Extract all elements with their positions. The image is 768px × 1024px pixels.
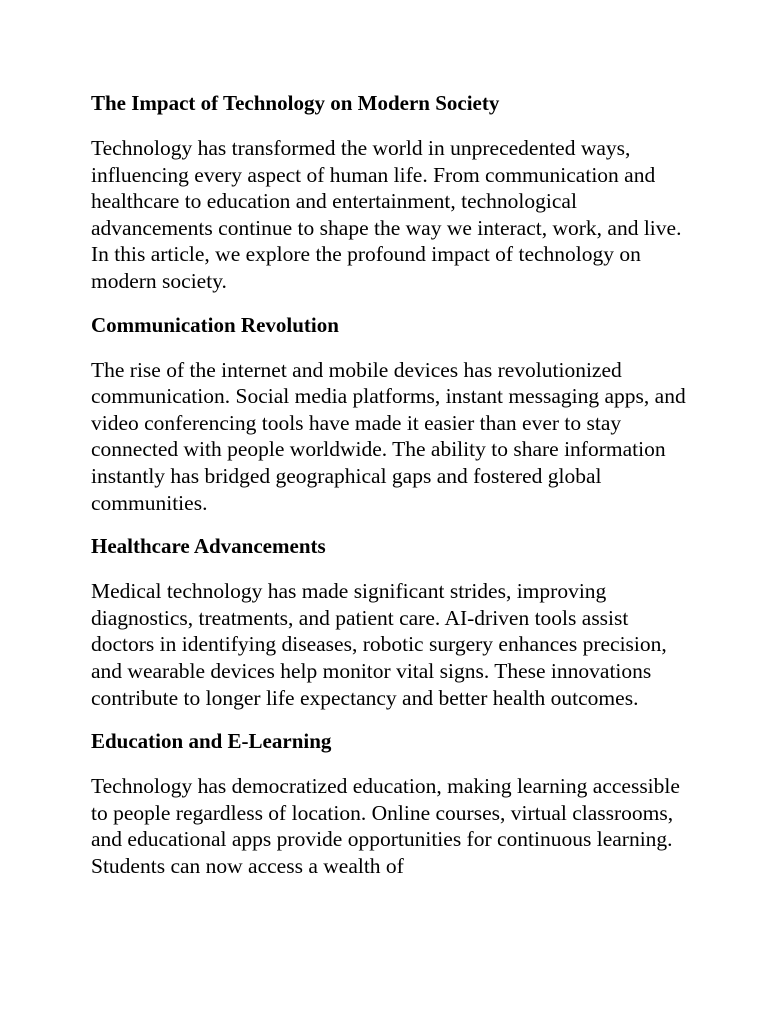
section-heading-communication: Communication Revolution — [91, 312, 339, 337]
document-title: The Impact of Technology on Modern Society — [91, 91, 500, 115]
section-body-communication: The rise of the internet and mobile devices has revolutionized communication. Social media platforms, instant messaging apps, and video conferencing tools have made it easier than ever to stay connected with people worldwide. The ability to share information instantly has bridged geographical gaps and fostered global communities. — [91, 357, 686, 515]
document-page — [91, 90, 691, 896]
section-heading-education: Education and E-Learning — [91, 729, 332, 754]
section-heading-healthcare: Healthcare Advancements — [91, 534, 326, 559]
section-body-education: Technology has democratized education, making learning accessible to people regardless of location. Online courses, virtual classrooms, and educational apps provide opportunities for continuous learning. Students can now access a wealth of — [91, 774, 680, 878]
section-body-healthcare: Medical technology has made significant strides, improving diagnostics, treatments, and patient care. AI-driven tools assist doctors in identifying diseases, robotic surgery enhances precision, and wearable devices help monitor vital signs. These innovations contribute to longer life expectancy and better health outcomes. — [91, 579, 667, 710]
intro-paragraph: Technology has transformed the world in unprecedented ways, influencing every aspect of human life. From communication and healthcare to education and entertainment, technological advancements continue to shape the way we interact, work, and live. In this article, we explore the profound impact of technology on modern society. — [91, 136, 682, 293]
